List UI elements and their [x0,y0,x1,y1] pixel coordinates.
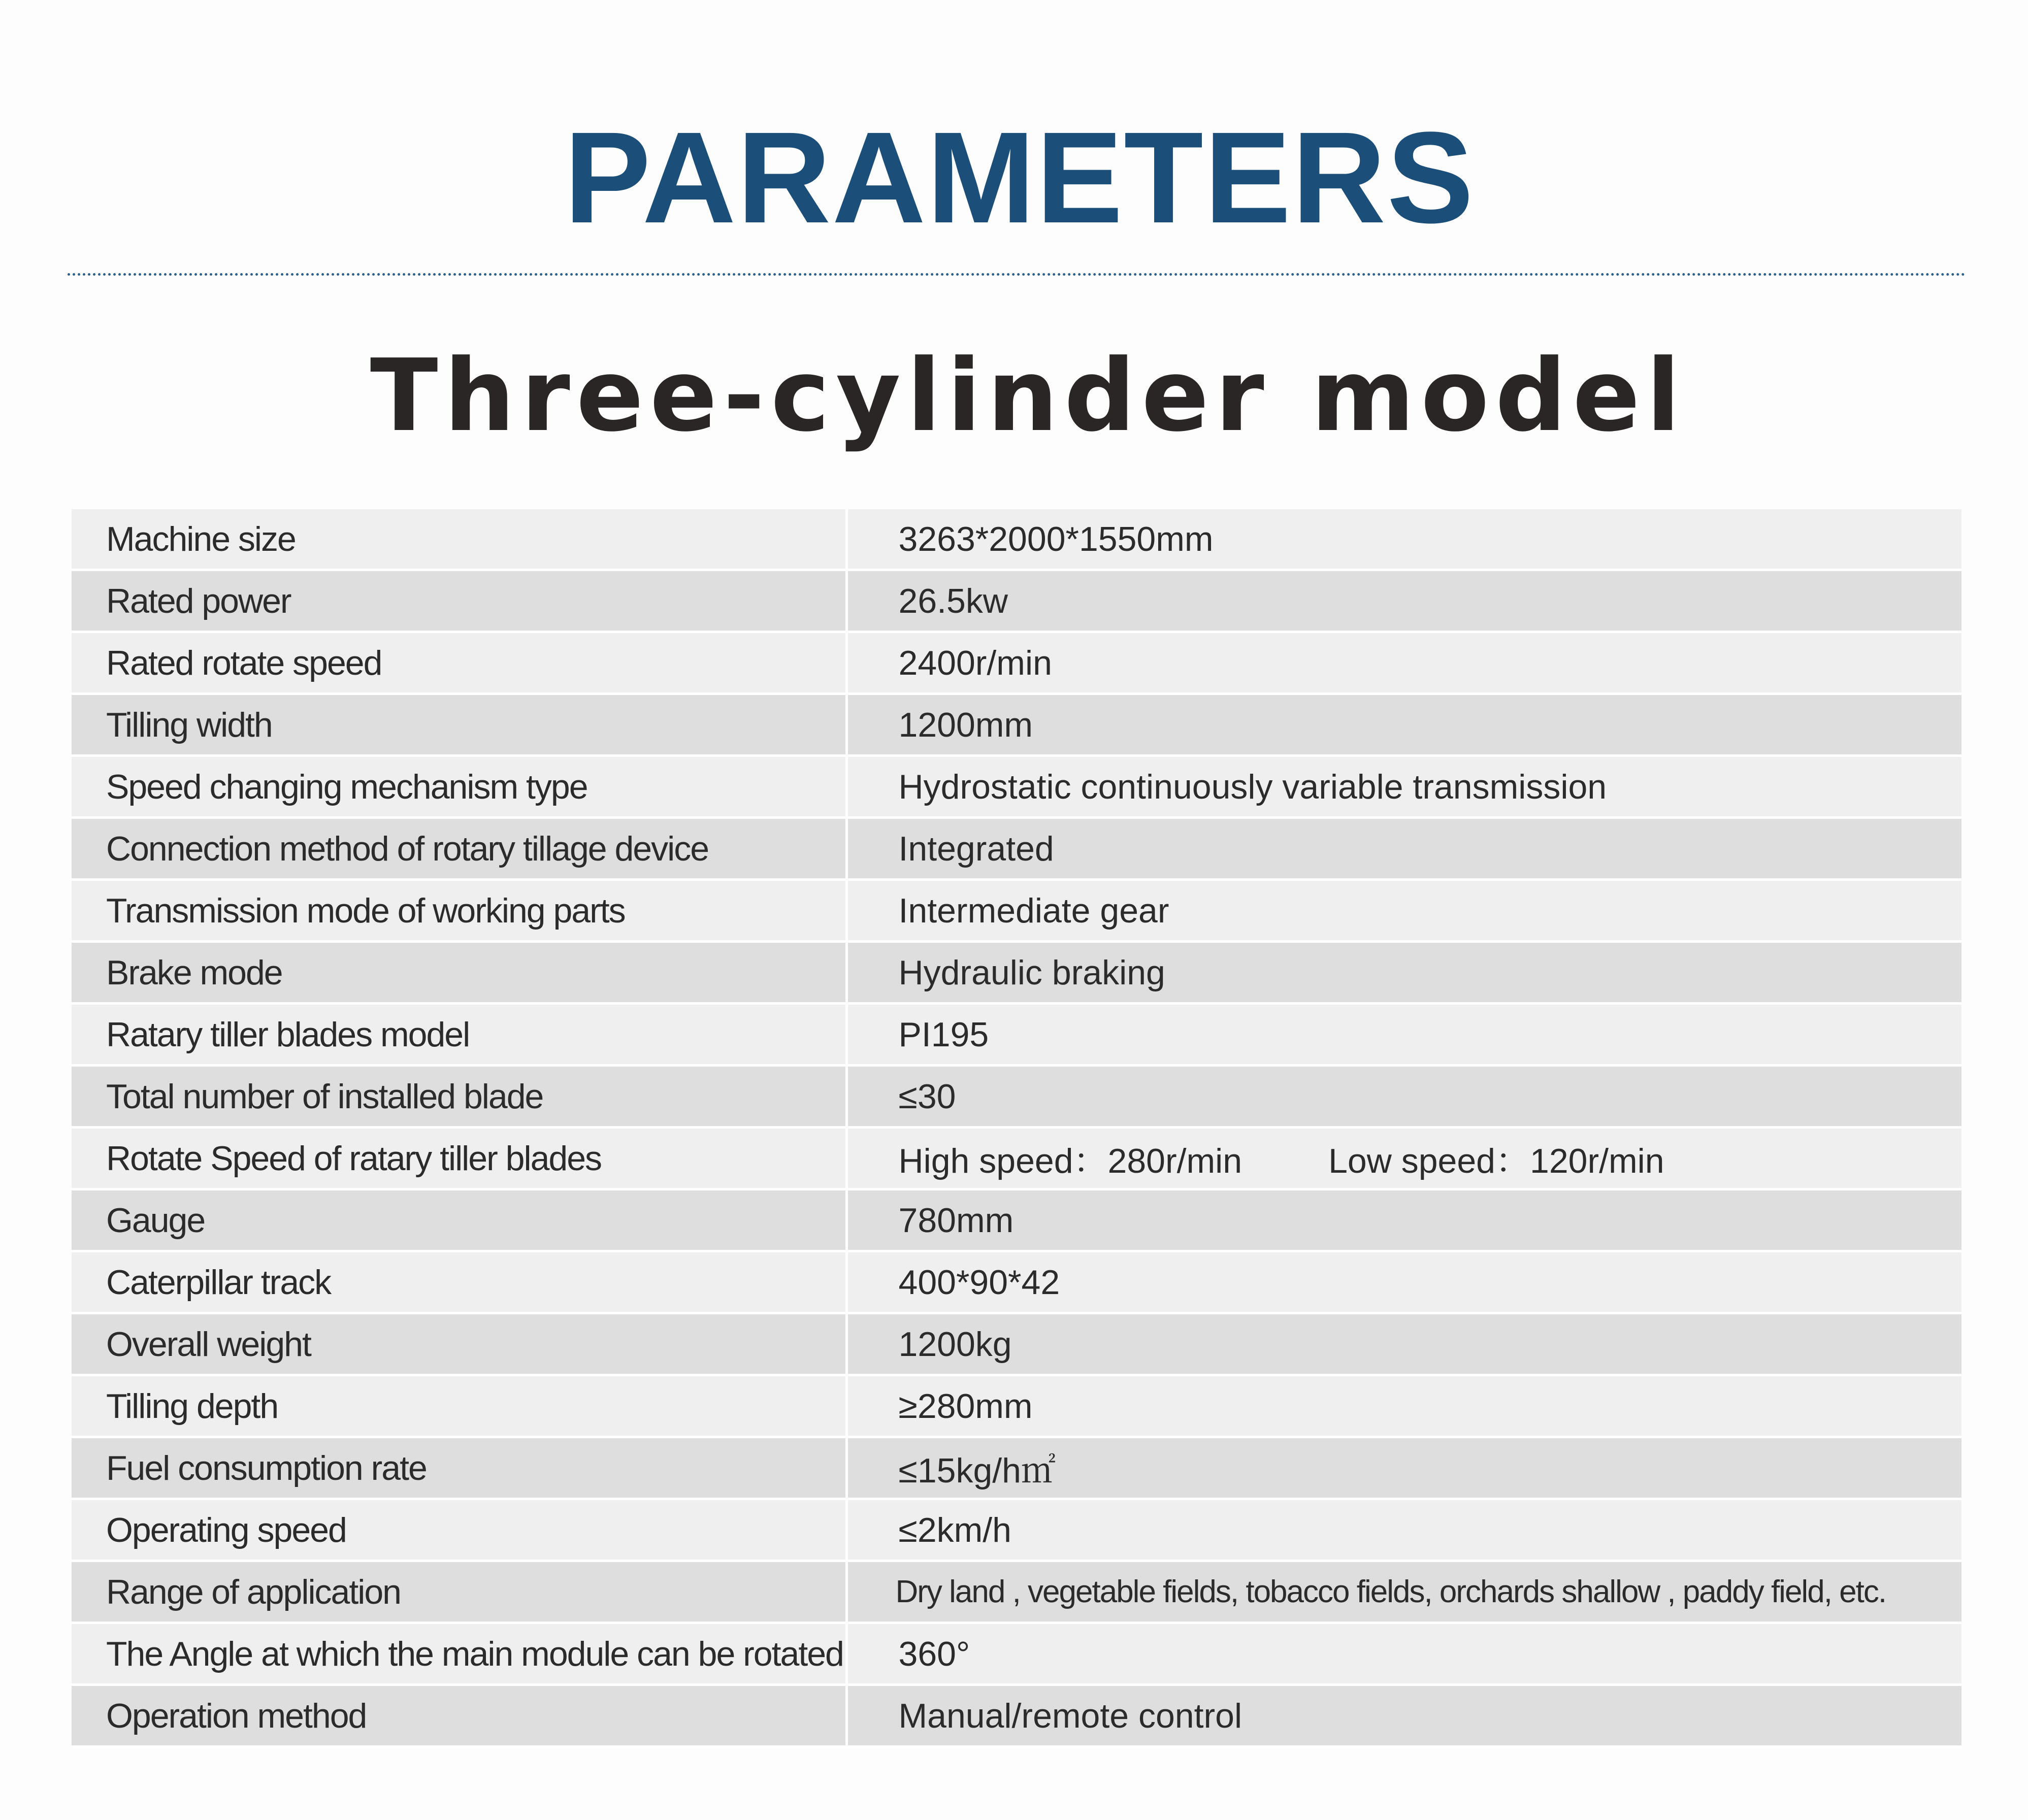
high-speed-value: High speed：280r/min [898,1142,1242,1180]
spec-value-blade-rotate-speed [846,1128,1961,1189]
spec-label-blade-rotate-speed: Rotate Speed of ratary tiller blades [72,1128,846,1189]
spec-value-brake-mode: Hydraulic braking [846,942,1961,1004]
spec-value-blades-model: PI195 [846,1004,1961,1066]
spec-label-transmission-mode: Transmission mode of working parts [72,880,846,942]
table-row [72,1623,1961,1685]
dotted-divider [68,273,1966,276]
model-subtitle: Three-cylinder model [370,338,1687,454]
spec-value-tilling-depth: ≥280mm [846,1375,1961,1437]
table-row [72,756,1961,818]
spec-value-transmission-mode: Intermediate gear [846,880,1961,942]
spec-label-blade-count: Total number of installed blade [72,1066,846,1128]
spec-label-gauge: Gauge [72,1189,846,1251]
spec-value-overall-weight: 1200kg [846,1313,1961,1375]
spec-label-caterpillar-track: Caterpillar track [72,1251,846,1313]
spec-label-rated-power: Rated power [72,570,846,632]
spec-value-rotation-angle: 360° [846,1623,1961,1685]
spec-label-fuel-consumption: Fuel consumption rate [72,1437,846,1499]
table-row [72,1437,1961,1499]
spec-label-connection-method: Connection method of rotary tillage device [72,818,846,880]
spec-value-operation-method: Manual/remote control [846,1685,1961,1747]
table-row [72,1313,1961,1375]
table-row [72,1375,1961,1437]
spec-value-tilling-width: 1200mm [846,694,1961,756]
spec-value-rated-power: 26.5kw [846,570,1961,632]
spec-value-caterpillar-track: 400*90*42 [846,1251,1961,1313]
spec-label-tilling-depth: Tilling depth [72,1375,846,1437]
spec-label-operation-method: Operation method [72,1685,846,1747]
spec-label-speed-changing-mechanism: Speed changing mechanism type [72,756,846,818]
page-title: PARAMETERS [564,105,1475,250]
spec-value-fuel-consumption: ≤15kg/h㎡ [846,1437,1961,1499]
table-row [72,1561,1961,1623]
spec-value-gauge: 780mm [846,1189,1961,1251]
spec-label-rotation-angle: The Angle at which the main module can be rotated [72,1623,846,1685]
spec-label-operating-speed: Operating speed [72,1499,846,1561]
spec-label-machine-size: Machine size [72,509,846,570]
spec-value-range-of-application: Dry land , vegetable fields, tobacco fields, orchards shallow , paddy field, etc. [846,1561,1961,1623]
table-row [72,1066,1961,1128]
spec-label-overall-weight: Overall weight [72,1313,846,1375]
spec-value-operating-speed: ≤2km/h [846,1499,1961,1561]
table-row [72,509,1961,570]
spec-value-machine-size: 3263*2000*1550mm [846,509,1961,570]
spec-value-speed-changing-mechanism: Hydrostatic continuously variable transmission [846,756,1961,818]
table-row [72,632,1961,694]
spec-label-brake-mode: Brake mode [72,942,846,1004]
spec-label-blades-model: Ratary tiller blades model [72,1004,846,1066]
table-row [72,880,1961,942]
table-row [72,818,1961,880]
low-speed-value: Low speed：120r/min [1328,1142,1664,1180]
table-row [72,570,1961,632]
table-row [72,1128,1961,1189]
table-row [72,694,1961,756]
table-row [72,1189,1961,1251]
spec-value-rated-rotate-speed: 2400r/min [846,632,1961,694]
table-row [72,1499,1961,1561]
table-row [72,1004,1961,1066]
spec-label-tilling-width: Tilling width [72,694,846,756]
spec-label-rated-rotate-speed: Rated rotate speed [72,632,846,694]
table-row [72,942,1961,1004]
spec-value-blade-count: ≤30 [846,1066,1961,1128]
spec-label-range-of-application: Range of application [72,1561,846,1623]
spec-value-connection-method: Integrated [846,818,1961,880]
table-row [72,1685,1961,1747]
parameters-table [72,509,1961,1748]
table-row [72,1251,1961,1313]
